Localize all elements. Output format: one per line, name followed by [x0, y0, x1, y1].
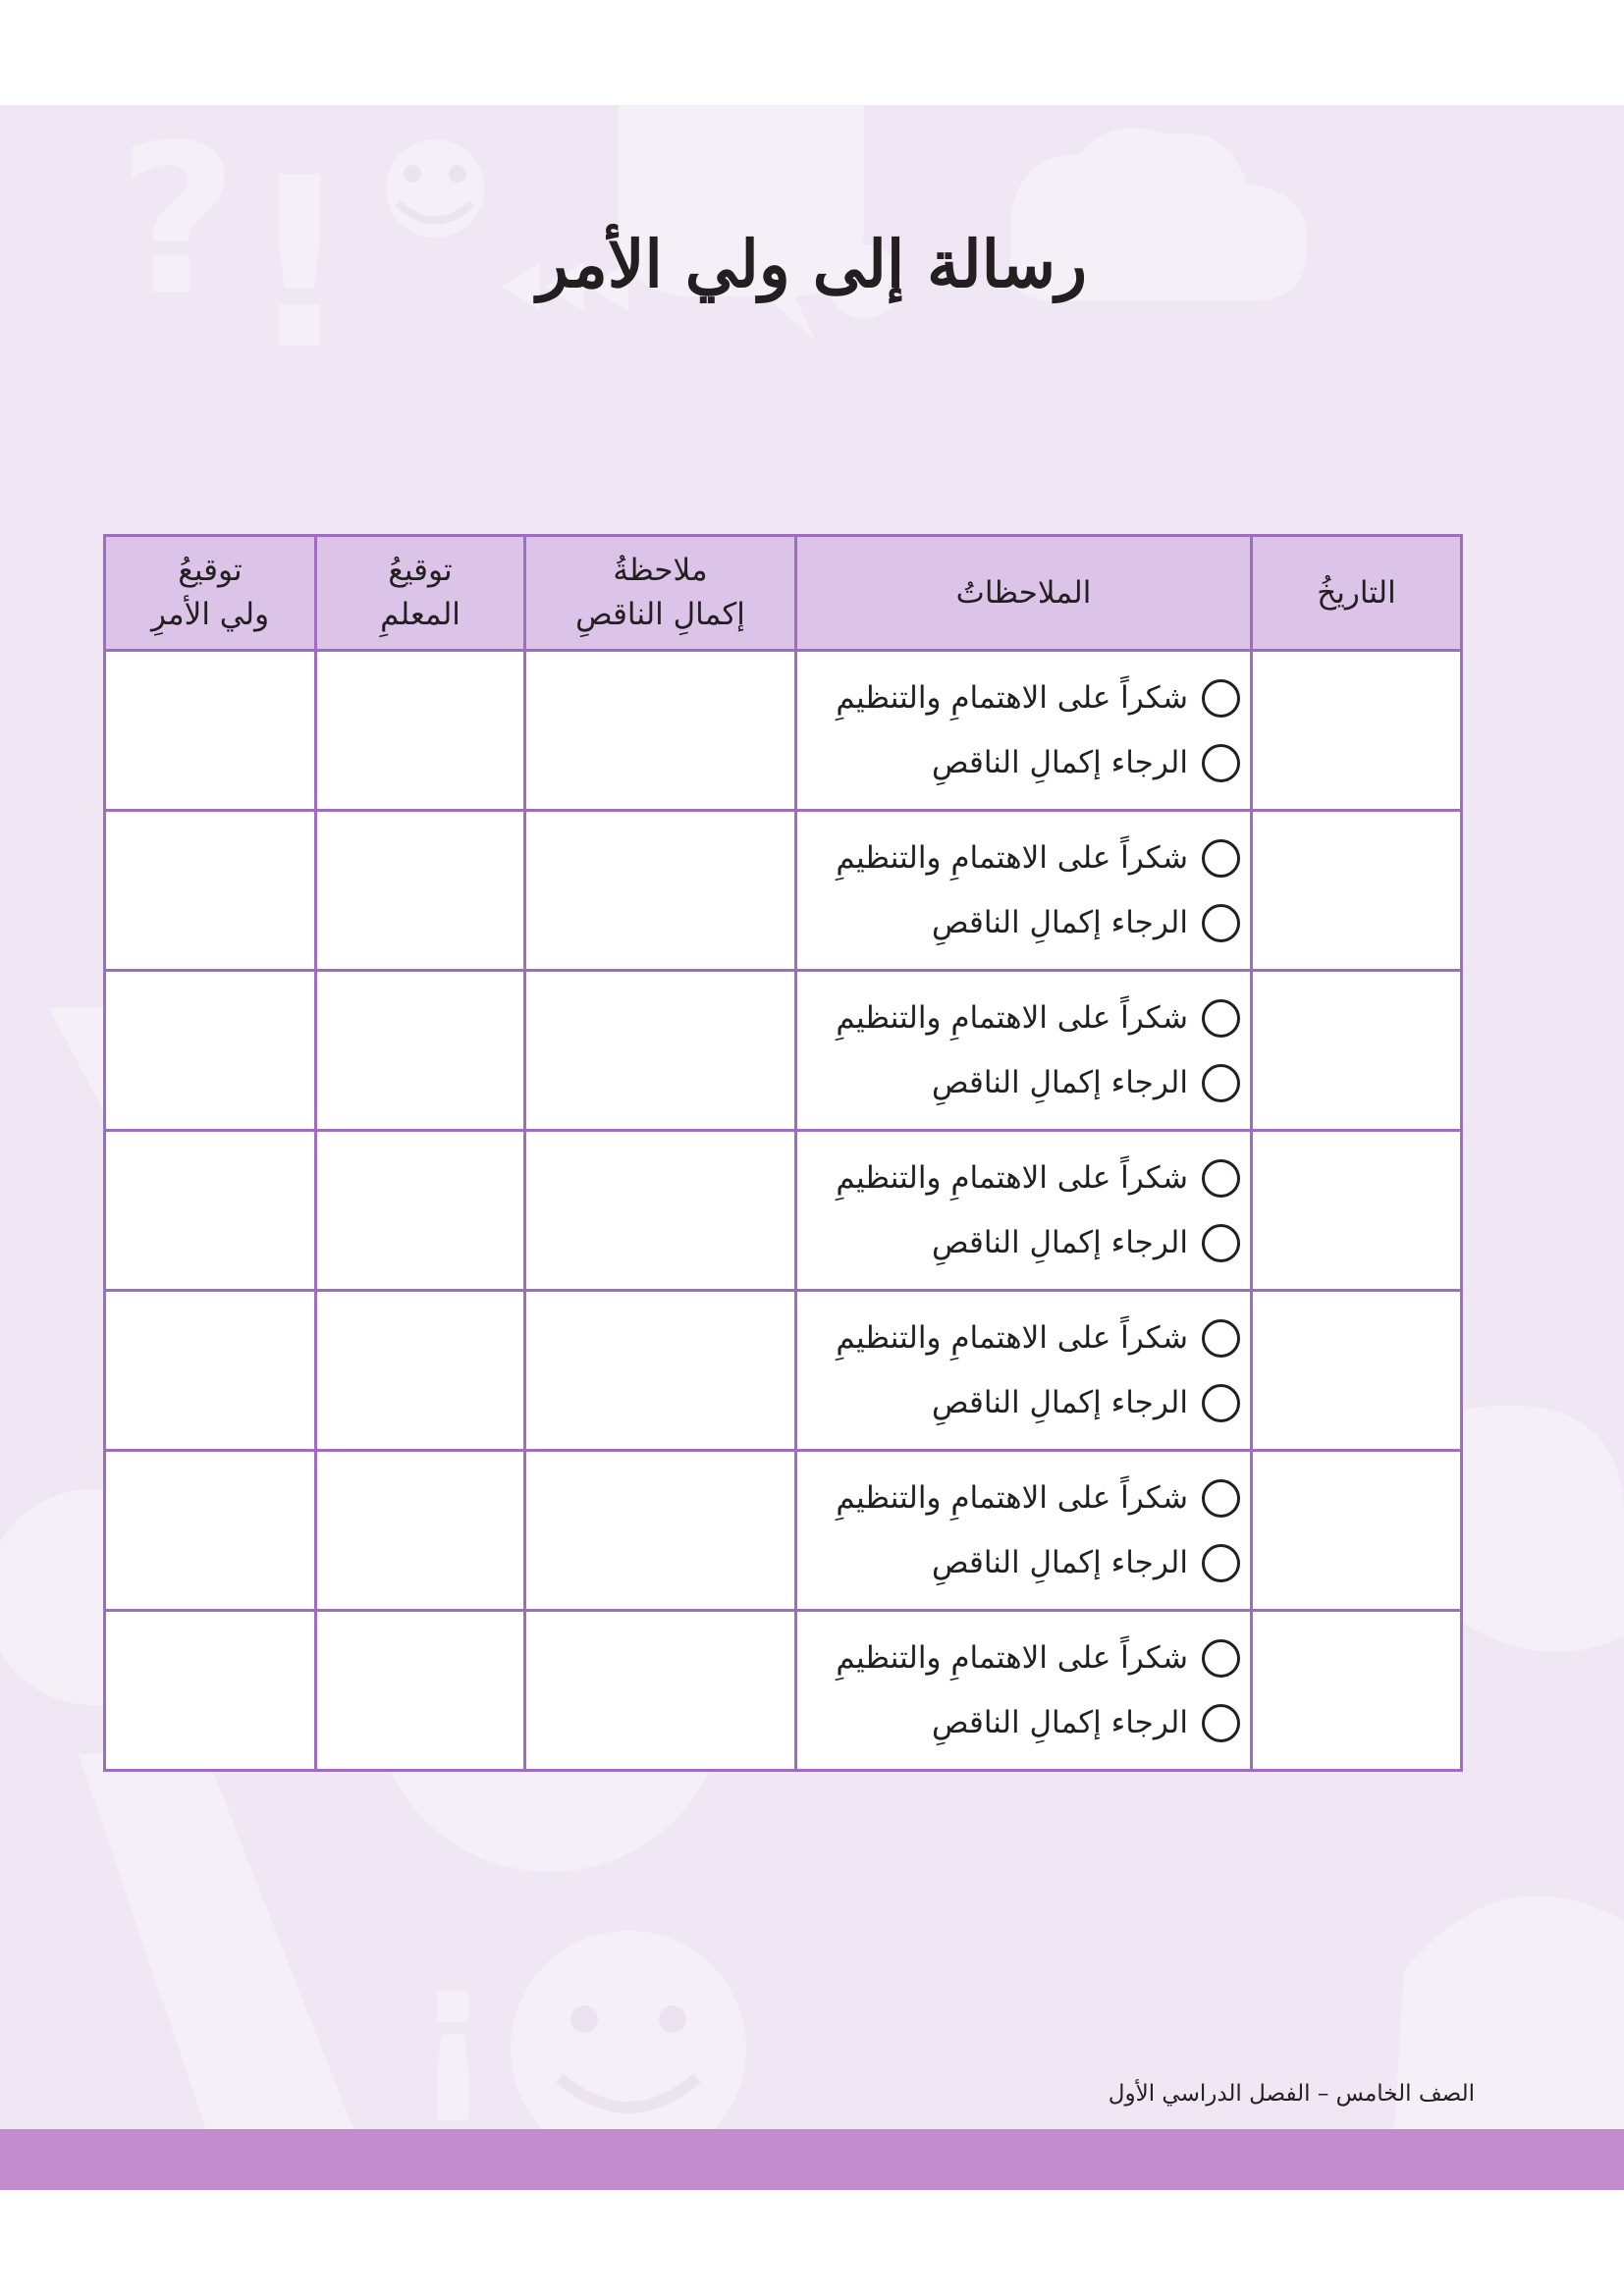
radio-circle-icon[interactable] — [1202, 839, 1240, 878]
header-notes: الملاحظاتُ — [796, 536, 1252, 651]
speech-bubble-right-icon — [1453, 1406, 1624, 1652]
parent-signature-cell[interactable] — [105, 1451, 316, 1611]
radio-circle-icon[interactable] — [1202, 1159, 1240, 1198]
date-cell[interactable] — [1252, 651, 1462, 811]
teacher-signature-cell[interactable] — [316, 651, 525, 811]
header-parent-signature-line2: ولي الأمرِ — [150, 597, 270, 632]
teacher-signature-cell[interactable] — [316, 1291, 525, 1451]
option-label: الرجاء إكمالِ الناقصِ — [932, 1385, 1188, 1420]
option-label: شكراً على الاهتمامِ والتنظيمِ — [836, 840, 1188, 876]
option-label: شكراً على الاهتمامِ والتنظيمِ — [836, 680, 1188, 716]
radio-circle-icon[interactable] — [1202, 1639, 1240, 1678]
option-label: شكراً على الاهتمامِ والتنظيمِ — [836, 1640, 1188, 1676]
parent-signature-cell[interactable] — [105, 651, 316, 811]
radio-circle-icon[interactable] — [1202, 679, 1240, 718]
parent-signature-cell[interactable] — [105, 1611, 316, 1771]
header-parent-signature — [105, 536, 316, 651]
notes-cell — [796, 1291, 1252, 1451]
thanks-option[interactable] — [797, 986, 1240, 1050]
date-cell[interactable] — [1252, 1291, 1462, 1451]
header-completion-note-line2: إكمالِ الناقصِ — [575, 597, 745, 632]
header-teacher-signature-line1: توقيعُ — [388, 553, 453, 589]
notes-cell — [796, 811, 1252, 971]
option-label: شكراً على الاهتمامِ والتنظيمِ — [836, 1160, 1188, 1196]
teacher-signature-cell[interactable] — [316, 1131, 525, 1291]
parent-signature-cell[interactable] — [105, 1291, 316, 1451]
parent-signature-cell[interactable] — [105, 811, 316, 971]
slash-shape-bottom — [79, 1754, 353, 2129]
thanks-option[interactable] — [797, 1306, 1240, 1370]
completion-note-cell[interactable] — [525, 651, 796, 811]
footer-grade-semester: الصف الخامس – الفصل الدراسي الأول — [1108, 2081, 1475, 2107]
option-label: الرجاء إكمالِ الناقصِ — [932, 905, 1188, 940]
notes-cell — [796, 1451, 1252, 1611]
radio-circle-icon[interactable] — [1202, 999, 1240, 1038]
notes-cell — [796, 971, 1252, 1131]
thanks-option[interactable] — [797, 666, 1240, 730]
completion-note-cell[interactable] — [525, 1611, 796, 1771]
radio-circle-icon[interactable] — [1202, 1544, 1240, 1582]
radio-circle-icon[interactable] — [1202, 1224, 1240, 1262]
table-row — [105, 1131, 1462, 1291]
teacher-signature-cell[interactable] — [316, 1611, 525, 1771]
header-teacher-signature — [316, 536, 525, 651]
notes-cell — [796, 1611, 1252, 1771]
complete-missing-option[interactable] — [797, 1530, 1240, 1595]
parent-message-table — [103, 534, 1463, 1772]
exclamation-mark-icon: ! — [245, 127, 353, 401]
date-cell[interactable] — [1252, 1131, 1462, 1291]
completion-note-cell[interactable] — [525, 1291, 796, 1451]
parent-signature-cell[interactable] — [105, 971, 316, 1131]
complete-missing-option[interactable] — [797, 1370, 1240, 1435]
inverted-exclamation-icon: ¡ — [412, 1925, 494, 2129]
radio-circle-icon[interactable] — [1202, 744, 1240, 782]
complete-missing-option[interactable] — [797, 890, 1240, 955]
option-label: الرجاء إكمالِ الناقصِ — [932, 745, 1188, 780]
table-row — [105, 971, 1462, 1131]
date-cell[interactable] — [1252, 1611, 1462, 1771]
option-label: الرجاء إكمالِ الناقصِ — [932, 1225, 1188, 1260]
option-label: شكراً على الاهتمامِ والتنظيمِ — [836, 1320, 1188, 1356]
page-title: رسالة إلى ولي الأمر — [537, 226, 1087, 302]
teacher-signature-cell[interactable] — [316, 971, 525, 1131]
option-label: شكراً على الاهتمامِ والتنظيمِ — [836, 1480, 1188, 1516]
header-teacher-signature-line2: المعلمِ — [380, 597, 460, 632]
header-completion-note — [525, 536, 796, 651]
completion-note-cell[interactable] — [525, 1451, 796, 1611]
complete-missing-option[interactable] — [797, 730, 1240, 795]
thanks-option[interactable] — [797, 1146, 1240, 1210]
radio-circle-icon[interactable] — [1202, 1064, 1240, 1102]
question-mark-icon: ? — [118, 105, 238, 341]
completion-note-cell[interactable] — [525, 811, 796, 971]
table-row — [105, 1451, 1462, 1611]
thanks-option[interactable] — [797, 1626, 1240, 1690]
complete-missing-option[interactable] — [797, 1690, 1240, 1755]
completion-note-cell[interactable] — [525, 971, 796, 1131]
teacher-signature-cell[interactable] — [316, 1451, 525, 1611]
header-parent-signature-line1: توقيعُ — [178, 553, 243, 589]
table-row — [105, 1291, 1462, 1451]
complete-missing-option[interactable] — [797, 1210, 1240, 1275]
radio-circle-icon[interactable] — [1202, 1479, 1240, 1518]
smiley-bottom-icon — [511, 1931, 746, 2129]
complete-missing-option[interactable] — [797, 1050, 1240, 1115]
notes-cell — [796, 1131, 1252, 1291]
notes-cell — [796, 651, 1252, 811]
date-cell[interactable] — [1252, 811, 1462, 971]
table-row — [105, 651, 1462, 811]
option-label: الرجاء إكمالِ الناقصِ — [932, 1545, 1188, 1580]
option-label: شكراً على الاهتمامِ والتنظيمِ — [836, 1000, 1188, 1036]
radio-circle-icon[interactable] — [1202, 1704, 1240, 1742]
table-row — [105, 1611, 1462, 1771]
table-header-row — [105, 536, 1462, 651]
teacher-signature-cell[interactable] — [316, 811, 525, 971]
radio-circle-icon[interactable] — [1202, 904, 1240, 942]
header-date: التاريخُ — [1252, 536, 1462, 651]
thanks-option[interactable] — [797, 1466, 1240, 1530]
speech-bubble-top-icon — [619, 105, 864, 341]
date-cell[interactable] — [1252, 1451, 1462, 1611]
header-completion-note-line1: ملاحظةُ — [613, 553, 708, 589]
option-label: الرجاء إكمالِ الناقصِ — [932, 1065, 1188, 1100]
table-row — [105, 811, 1462, 971]
radio-circle-icon[interactable] — [1202, 1319, 1240, 1358]
thanks-option[interactable] — [797, 826, 1240, 890]
date-cell[interactable] — [1252, 971, 1462, 1131]
parent-signature-cell[interactable] — [105, 1131, 316, 1291]
radio-circle-icon[interactable] — [1202, 1384, 1240, 1422]
footer-bar — [0, 2129, 1624, 2190]
completion-note-cell[interactable] — [525, 1131, 796, 1291]
option-label: الرجاء إكمالِ الناقصِ — [932, 1705, 1188, 1740]
